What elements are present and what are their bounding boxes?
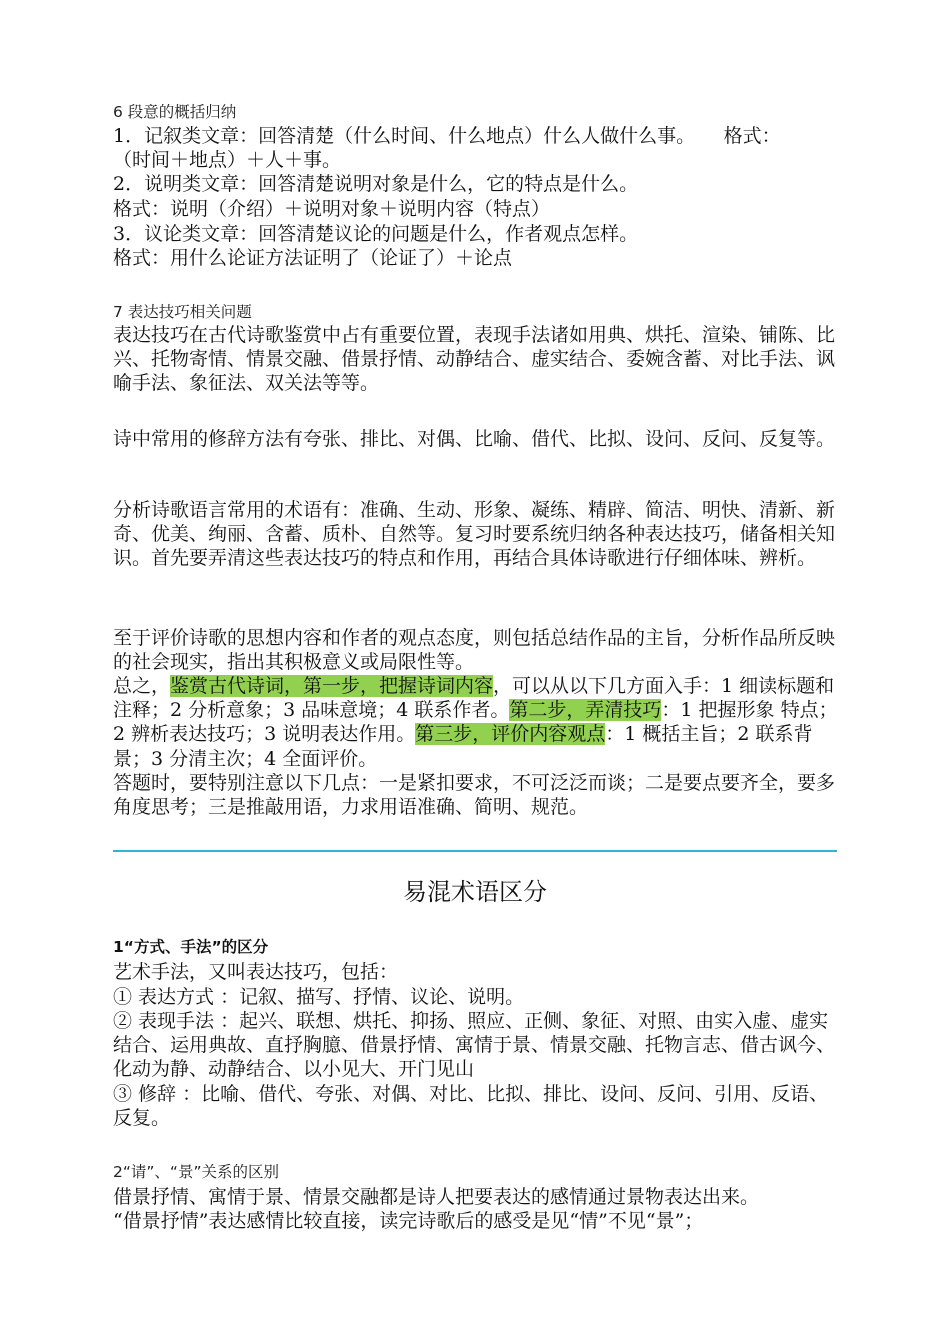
- s7-paragraph-6: 答题时，要特别注意以下几点：一是紧扣要求，不可泛泛而谈；二是要点要齐全，要多角度思考；三是推敲用语，力求用语准确、简明、规范。: [113, 772, 836, 819]
- section-7-heading: 7 表达技巧相关问题: [113, 303, 252, 321]
- s6-line-1: 1．记叙类文章：回答清楚（什么时间、什么地点）什么人做什么事。 格式：: [113, 125, 781, 147]
- t1-paragraph-1: 艺术手法，又叫表达技巧，包括：: [113, 961, 399, 983]
- s6-line-5: 3．议论类文章：回答清楚议论的问题是什么，作者观点怎样。: [113, 223, 639, 245]
- highlight-step-2: 第二步，弄清技巧: [509, 699, 662, 722]
- t1-paragraph-4: ③ 修辞 ：比喻、借代、夸张、对偶、对比、比拟、排比、设问、反问、引用、反语、反复。: [113, 1083, 829, 1130]
- s7-paragraph-3: 分析诗歌语言常用的术语有：准确、生动、形象、凝练、精辟、简洁、明快、清新、新奇、优美、绚丽、含蓄、质朴、自然等。复习时要系统归纳各种表达技巧，储备相关知识。首先要弄清这些表达技巧的特点和作用，再结合具体诗歌进行仔细体味、辨析。: [113, 499, 836, 570]
- section-title: 易混术语区分: [403, 878, 547, 906]
- s7-p5-text-2: ，可以从以下几方面入手：1 细读标题和注释；2 分析意象；3 品味意境；4 联系作者。: [113, 675, 835, 722]
- t1-paragraph-2: ① 表达方式 ：记叙、描写、抒情、议论、说明。: [113, 986, 525, 1008]
- s7-p5-text-3: ：1 把握形象 特点；2 辨析表达技巧；3 说明表达作用。: [113, 699, 838, 746]
- s7-paragraph-2: 诗中常用的修辞方法有夸张、排比、对偶、比喻、借代、比拟、设问、反问、反复等。: [113, 428, 836, 450]
- t1-paragraph-3: ② 表现手法 ：起兴、联想、烘托、抑扬、照应、正侧、象征、对照、由实入虚、虚实结合、运用典故、直抒胸臆、借景抒情、寓情于景、情景交融、托物言志、借古讽今、化动为静、动静结合、以小见大、开门见山: [113, 1010, 836, 1081]
- term-1-heading: 1“方式、手法”的区分: [113, 938, 269, 956]
- section-divider: [113, 850, 837, 852]
- section-6-heading: 6 段意的概括归纳: [113, 103, 237, 121]
- s6-line-2: （时间＋地点）＋人＋事。: [113, 149, 342, 171]
- s7-paragraph-5: [113, 674, 841, 771]
- t2-line-2: “借景抒情”表达感情比较直接，读完诗歌后的感受是见“情”不见“景”；: [113, 1210, 704, 1232]
- term-2-heading: 2“请”、“景”关系的区别: [113, 1163, 279, 1181]
- s6-line-4: 格式：说明（介绍）＋说明对象＋说明内容（特点）: [113, 198, 551, 220]
- s6-line-3: 2．说明类文章：回答清楚说明对象是什么，它的特点是什么。: [113, 173, 639, 195]
- s7-paragraph-1: 表达技巧在古代诗歌鉴赏中占有重要位置，表现手法诸如用典、烘托、渲染、铺陈、比兴、托物寄情、情景交融、借景抒情、动静结合、虚实结合、委婉含蓄、对比手法、讽喻手法、象征法、双关法等等。: [113, 324, 836, 395]
- s7-p5-text-1: 总之，: [113, 675, 171, 697]
- t2-line-1: 借景抒情、寓情于景、情景交融都是诗人把要表达的感情通过景物表达出来。: [113, 1186, 760, 1208]
- highlight-step-3: 第三步，评价内容观点: [415, 723, 606, 746]
- s7-paragraph-4: 至于评价诗歌的思想内容和作者的观点态度，则包括总结作品的主旨，分析作品所反映的社会现实，指出其积极意义或局限性等。: [113, 627, 836, 674]
- s7-p5-text-4: ：1 概括主旨；2 联系背景；3 分清主次；4 全面评价。: [113, 723, 813, 770]
- highlight-step-1: 鉴赏古代诗词，第一步，把握诗词内容: [170, 675, 494, 697]
- s6-line-6: 格式：用什么论证方法证明了（论证了）＋论点: [113, 247, 513, 269]
